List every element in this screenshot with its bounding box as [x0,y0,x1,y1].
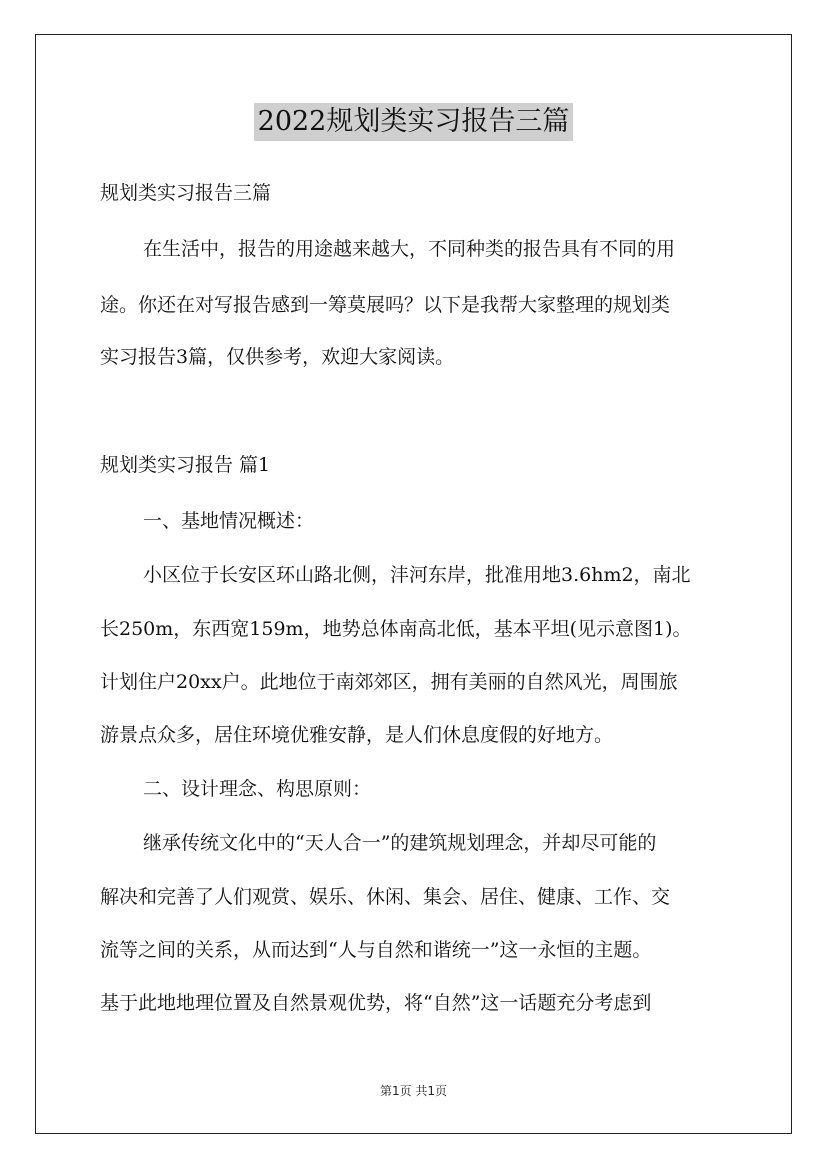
body-line: 计划住户20xx户。此地位于南郊郊区，拥有美丽的自然风光，周围旅 [100,671,678,693]
intro-line: 途。你还在对写报告感到一筹莫展吗？以下是我帮大家整理的规划类 [100,294,671,316]
intro-line: 实习报告3篇，仅供参考，欢迎大家阅读。 [100,346,455,368]
document-subtitle: 规划类实习报告三篇 [100,182,272,204]
document-title: 2022规划类实习报告三篇 [254,103,574,141]
body-line: 游景点众多，居住环境优雅安静，是人们休息度假的好地方。 [100,724,614,746]
part-heading: 二、设计理念、构思原则： [143,778,372,800]
intro-line: 在生活中，报告的用途越来越大，不同种类的报告具有不同的用 [143,238,676,260]
title-block [0,103,827,141]
body-line: 解决和完善了人们观赏、娱乐、休闲、集会、居住、健康、工作、交 [100,886,671,908]
body-line: 继承传统文化中的“天人合一”的建筑规划理念，并却尽可能的 [143,832,657,854]
body-line: 长250m，东西宽159m，地势总体南高北低，基本平坦(见示意图1)。 [100,618,692,640]
section-heading: 规划类实习报告 篇1 [100,454,271,476]
body-line: 基于此地地理位置及自然景观优势，将“自然”这一话题充分考虑到 [100,992,652,1014]
part-heading: 一、基地情况概述： [143,510,315,532]
body-line: 小区位于长安区环山路北侧，沣河东岸，批准用地3.6hm2，南北 [143,564,691,586]
body-line: 流等之间的关系，从而达到“人与自然和谐统一”这一永恒的主题。 [100,939,652,961]
page-number: 第1页 共1页 [379,1084,448,1098]
